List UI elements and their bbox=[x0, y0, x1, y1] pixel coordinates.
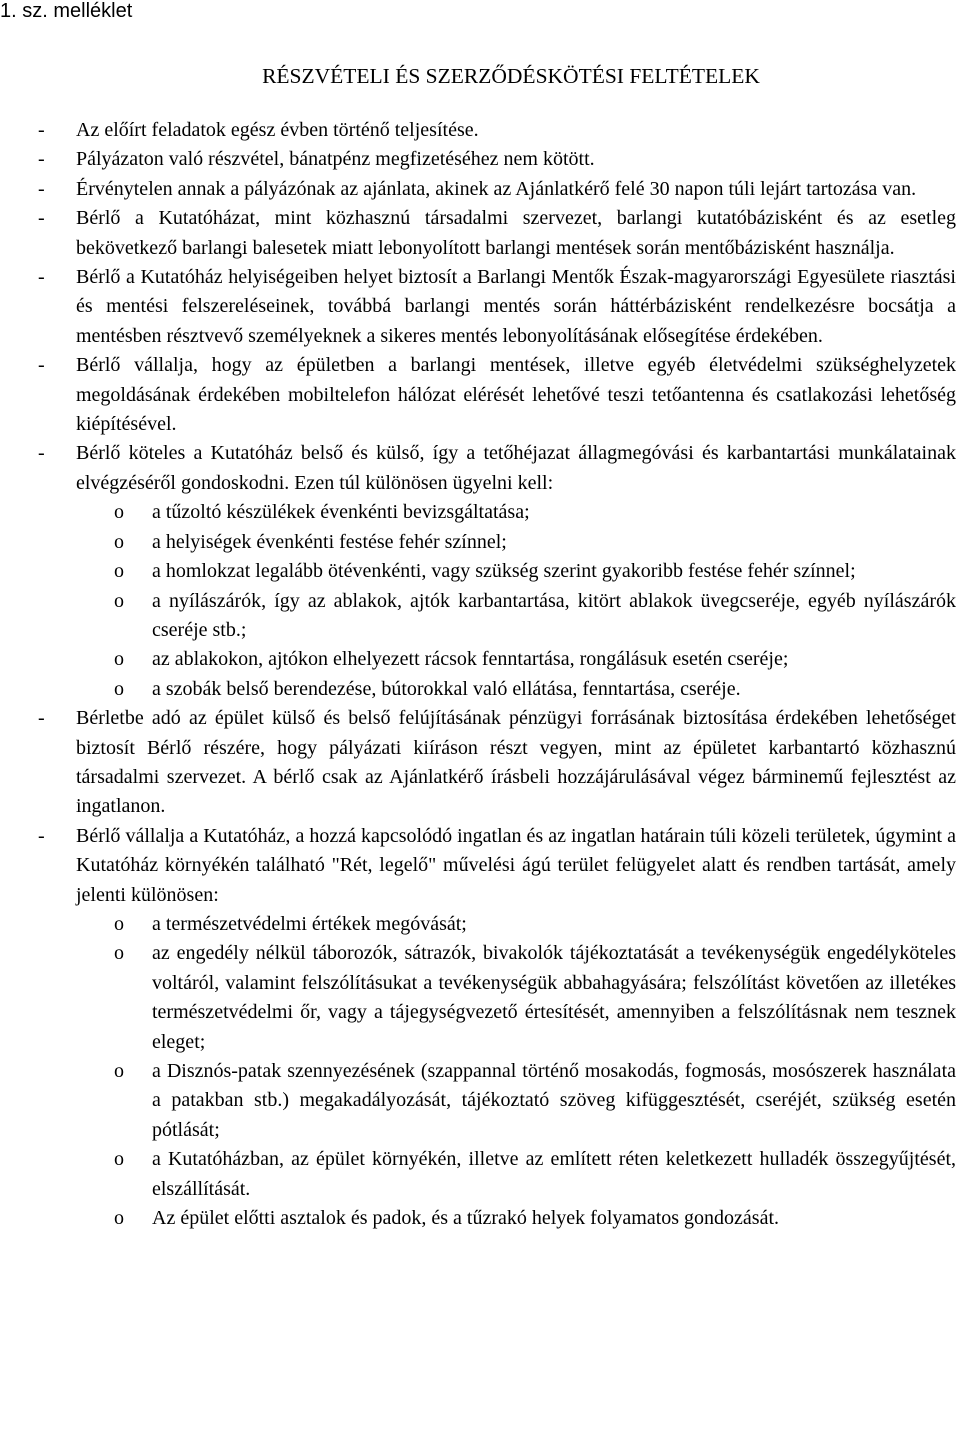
bullet-marker: o bbox=[114, 530, 124, 553]
sub-list-item bbox=[76, 1145, 956, 1204]
bullet-marker: o bbox=[114, 942, 124, 965]
conditions-list bbox=[0, 116, 956, 1233]
bullet-marker: o bbox=[114, 912, 124, 935]
sub-list-item bbox=[76, 1057, 956, 1145]
item-text: Bérletbe adó az épület külső és belső felújításának pénzügyi forrásának biztosítása érdekében lehetőséget biztosít Bérlő részére, hogy pályázati kiíráson részt vegyen, mint az épületet karbantartó közhasznú társadalmi szervezet. A bérlő csak az Ajánlatkérő írásbeli hozzájárulásával végez bárminemű fejlesztést az ingatlanon. bbox=[76, 707, 956, 818]
bullet-marker: o bbox=[114, 501, 124, 524]
sub-item-text: az ablakokon, ajtókon elhelyezett rácsok fenntartása, rongálásuk esetén cseréje; bbox=[152, 648, 789, 671]
document-title: RÉSZVÉTELI ÉS SZERZŐDÉSKÖTÉSI FELTÉTELEK bbox=[262, 64, 760, 88]
list-item bbox=[0, 204, 956, 263]
item-text: Érvénytelen annak a pályázónak az ajánlata, akinek az Ajánlatkérő felé 30 napon túli lejárt tartozása van. bbox=[76, 177, 917, 200]
dash-marker: - bbox=[38, 207, 45, 230]
sub-item-text: a helyiségek évenkénti festése fehér színnel; bbox=[152, 530, 507, 553]
sub-item-text: a Kutatóházban, az épület környékén, illetve az említett réten keletkezett hulladék összegyűjtését, elszállítását. bbox=[152, 1148, 956, 1200]
annex-label: 1. sz. melléklet bbox=[0, 0, 133, 22]
dash-marker: - bbox=[38, 824, 45, 847]
list-item bbox=[0, 116, 956, 145]
item-text: Bérlő köteles a Kutatóház belső és külső, így a tetőhéjazat állagmegóvási és karbantartási munkálatainak elvégzéséről gondoskodni. Ezen túl különösen ügyelni kell: bbox=[76, 442, 956, 494]
sub-list-item bbox=[76, 910, 956, 939]
sub-list-item bbox=[76, 557, 956, 586]
bullet-marker: o bbox=[114, 1060, 124, 1082]
dash-marker: - bbox=[38, 442, 45, 465]
item-text: Az előírt feladatok egész évben történő teljesítése. bbox=[76, 119, 479, 141]
list-item bbox=[0, 263, 956, 351]
bullet-marker: o bbox=[114, 589, 124, 612]
bullet-marker: o bbox=[114, 1207, 124, 1230]
dash-marker: - bbox=[38, 148, 45, 171]
item-text: Bérlő a Kutatóház helyiségeiben helyet biztosít a Barlangi Mentők Észak-magyarországi Egyesülete riasztási és mentési felszereléseinek, továbbá barlangi mentés során háttérbázisként rendelkezésre bocsátja a mentésben résztvevő személyeknek a sikeres mentés lebonyolításának elősegítése érdekében. bbox=[76, 266, 956, 347]
maintenance-sub-list bbox=[76, 498, 956, 704]
item-text: Bérlő a Kutatóházat, mint közhasznú társadalmi szervezet, barlangi kutatóbázisként és az esetleg bekövetkező barlangi balesetek miatt lebonyolított barlangi mentések során mentőbázisként használja. bbox=[76, 207, 956, 259]
list-item bbox=[0, 145, 956, 174]
sub-list-item bbox=[76, 939, 956, 1057]
sub-list-item bbox=[76, 1204, 956, 1233]
sub-list-item bbox=[76, 675, 956, 704]
list-item bbox=[0, 439, 956, 704]
dash-marker: - bbox=[38, 266, 45, 289]
list-item bbox=[0, 704, 956, 822]
dash-marker: - bbox=[38, 119, 45, 141]
sub-item-text: Az épület előtti asztalok és padok, és a tűzrakó helyek folyamatos gondozását. bbox=[152, 1207, 780, 1230]
list-item bbox=[0, 351, 956, 439]
bullet-marker: o bbox=[114, 560, 124, 583]
dash-marker: - bbox=[38, 354, 45, 377]
sub-item-text: az engedély nélkül táborozók, sátrazók, bivakolók tájékoztatását a tevékenységük engedélyköteles voltáról, valamint felszólításukat a tevékenységük abbahagyására; felszólítást követően az illetékes természetvédelmi őr, vagy a tájegységvezető értesítését, amennyiben a felszólításnak nem tesznek eleget; bbox=[152, 942, 956, 1053]
sub-item-text: a nyílászárók, így az ablakok, ajtók karbantartása, kitört ablakok üvegcseréje, egyéb nyílászárók cseréje stb.; bbox=[152, 589, 956, 641]
list-item bbox=[0, 822, 956, 1234]
sub-item-text: a tűzoltó készülékek évenkénti bevizsgáltatása; bbox=[152, 501, 530, 524]
bullet-marker: o bbox=[114, 1148, 124, 1171]
sub-list-item bbox=[76, 498, 956, 527]
bullet-marker: o bbox=[114, 648, 124, 671]
dash-marker: - bbox=[38, 707, 45, 730]
bullet-marker: o bbox=[114, 677, 124, 700]
supervision-sub-list bbox=[76, 910, 956, 1233]
sub-item-text: a homlokzat legalább ötévenkénti, vagy szükség szerint gyakoribb festése fehér színnel; bbox=[152, 560, 856, 583]
list-item bbox=[0, 175, 956, 204]
item-text: Bérlő vállalja a Kutatóház, a hozzá kapcsolódó ingatlan és az ingatlan határain túli közeli területek, úgymint a Kutatóház környékén található "Rét, legelő" művelési ágú terület felügyelet alatt és rendben tartását, amely jelenti különösen: bbox=[76, 824, 956, 906]
sub-list-item bbox=[76, 645, 956, 674]
item-text: Bérlő vállalja, hogy az épületben a barlangi mentések, illetve egyéb életvédelmi szükséghelyzetek megoldásának érdekében mobiltelefon hálózat elérését lehetővé teszi tetőantenna és csatlakozási lehetőség kiépítésével. bbox=[76, 354, 956, 436]
item-text: Pályázaton való részvétel, bánatpénz megfizetéséhez nem kötött. bbox=[76, 148, 595, 171]
sub-item-text: a természetvédelmi értékek megóvását; bbox=[152, 912, 467, 935]
sub-list-item bbox=[76, 587, 956, 646]
sub-item-text: a szobák belső berendezése, bútorokkal való ellátása, fenntartása, cseréje. bbox=[152, 677, 741, 700]
sub-list-item bbox=[76, 528, 956, 557]
sub-item-text: a Disznós-patak szennyezésének (szappannal történő mosakodás, fogmosás, mosószerek használata a patakban stb.) megakadályozását, tájékoztató szöveg kifüggesztését, cseréjét, szükség esetén pótlását; bbox=[152, 1060, 956, 1141]
dash-marker: - bbox=[38, 177, 45, 200]
